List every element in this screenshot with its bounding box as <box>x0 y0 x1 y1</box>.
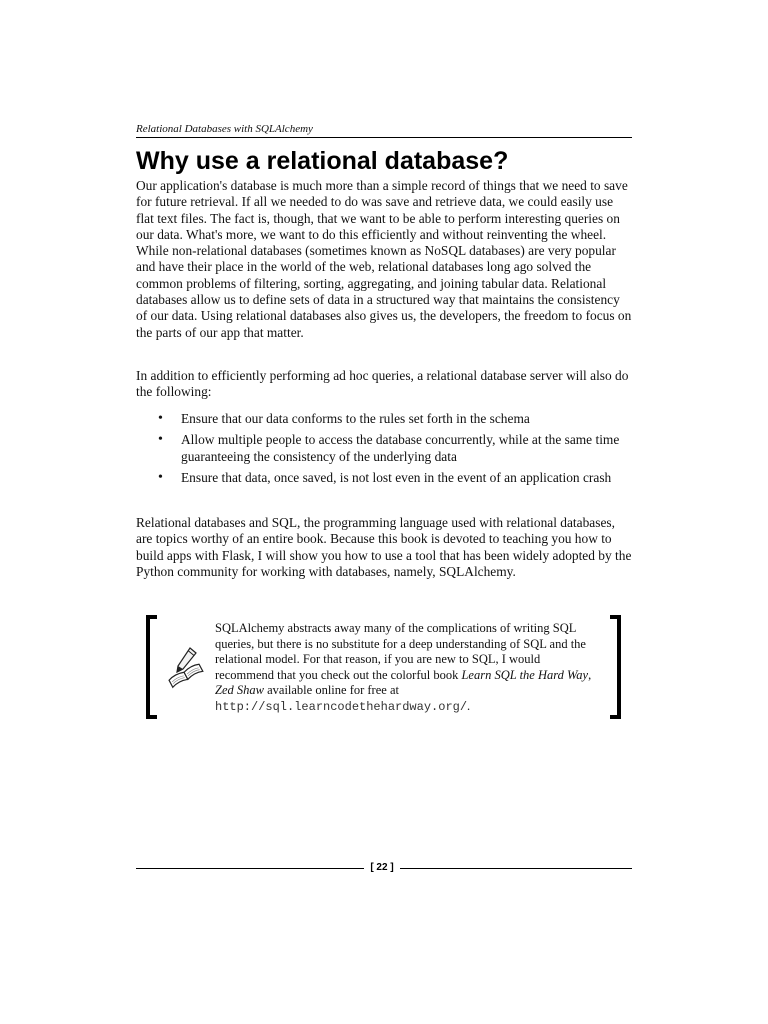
note-bracket-right <box>610 615 621 719</box>
note-text <box>215 621 595 715</box>
book-title: Learn SQL the Hard Way <box>461 667 589 682</box>
note-separator: , <box>588 667 592 682</box>
note-bracket-left <box>146 615 157 719</box>
footer-rule-left <box>136 868 364 869</box>
bullet-list <box>136 411 632 491</box>
note-pencil-icon <box>160 642 208 690</box>
section-title: Why use a relational database? <box>136 147 509 175</box>
bullet-marker: • <box>158 432 163 448</box>
bullet-item <box>136 432 632 465</box>
footer-rule-right <box>400 868 632 869</box>
note-text-intro: SQLAlchemy abstracts away many of the complications of writing SQL queries, but there is no substitute for a deep understanding of SQL and the relational model. For that reason, if you are new to SQL, I would recommend that you check out the colorful book <box>215 621 586 682</box>
note-text-continued: available online for free at <box>263 683 399 697</box>
book-author: Zed Shaw <box>215 683 264 697</box>
bullet-item <box>136 411 632 427</box>
bullet-item <box>136 470 632 486</box>
body-paragraph-2: In addition to efficiently performing ad hoc queries, a relational database server will also do the following: <box>136 368 629 400</box>
body-paragraph-3: Relational databases and SQL, the programming language used with relational databases, are topics worthy of an entire book. Because this book is devoted to teaching you how to build apps with Flask, I will show you how to use a tool that has been widely adopted by the Python community for working with databases, namely, SQLAlchemy. <box>136 515 632 579</box>
bullet-text: Allow multiple people to access the database concurrently, while at the same time guaranteeing the consistency of the underlying data <box>181 432 620 464</box>
note-end: . <box>467 698 471 713</box>
bullet-marker: • <box>158 411 163 426</box>
running-header: Relational Databases with SQLAlchemy <box>136 123 313 135</box>
bullet-marker: • <box>158 469 163 485</box>
book-url-link[interactable]: http://sql.learncodethehardway.org/ <box>215 699 468 714</box>
page-number: [ 22 ] <box>370 862 394 873</box>
header-rule <box>136 137 632 138</box>
body-paragraph-1: Our application's database is much more than a simple record of things that we need to save for future retrieval. If all we needed to do was save and retrieve data, we could easily use flat text files. The fact is, though, that we want to be able to perform interesting queries on our data. What's more, we want to do this efficiently and without reinventing the wheel. While non-relational databases (sometimes known as NoSQL databases) are very popular and have their place in the world of the web, relational databases long ago solved the common problems of filtering, sorting, aggregating, and joining tabular data. Relational databases allow us to define sets of data in a structured way that maintains the consistency of our data. Using relational databases also gives us, the developers, the freedom to focus on the parts of our app that matter. <box>136 178 632 340</box>
bullet-text: Ensure that our data conforms to the rules set forth in the schema <box>181 411 530 426</box>
bullet-text: Ensure that data, once saved, is not lost even in the event of an application crash <box>181 469 612 485</box>
